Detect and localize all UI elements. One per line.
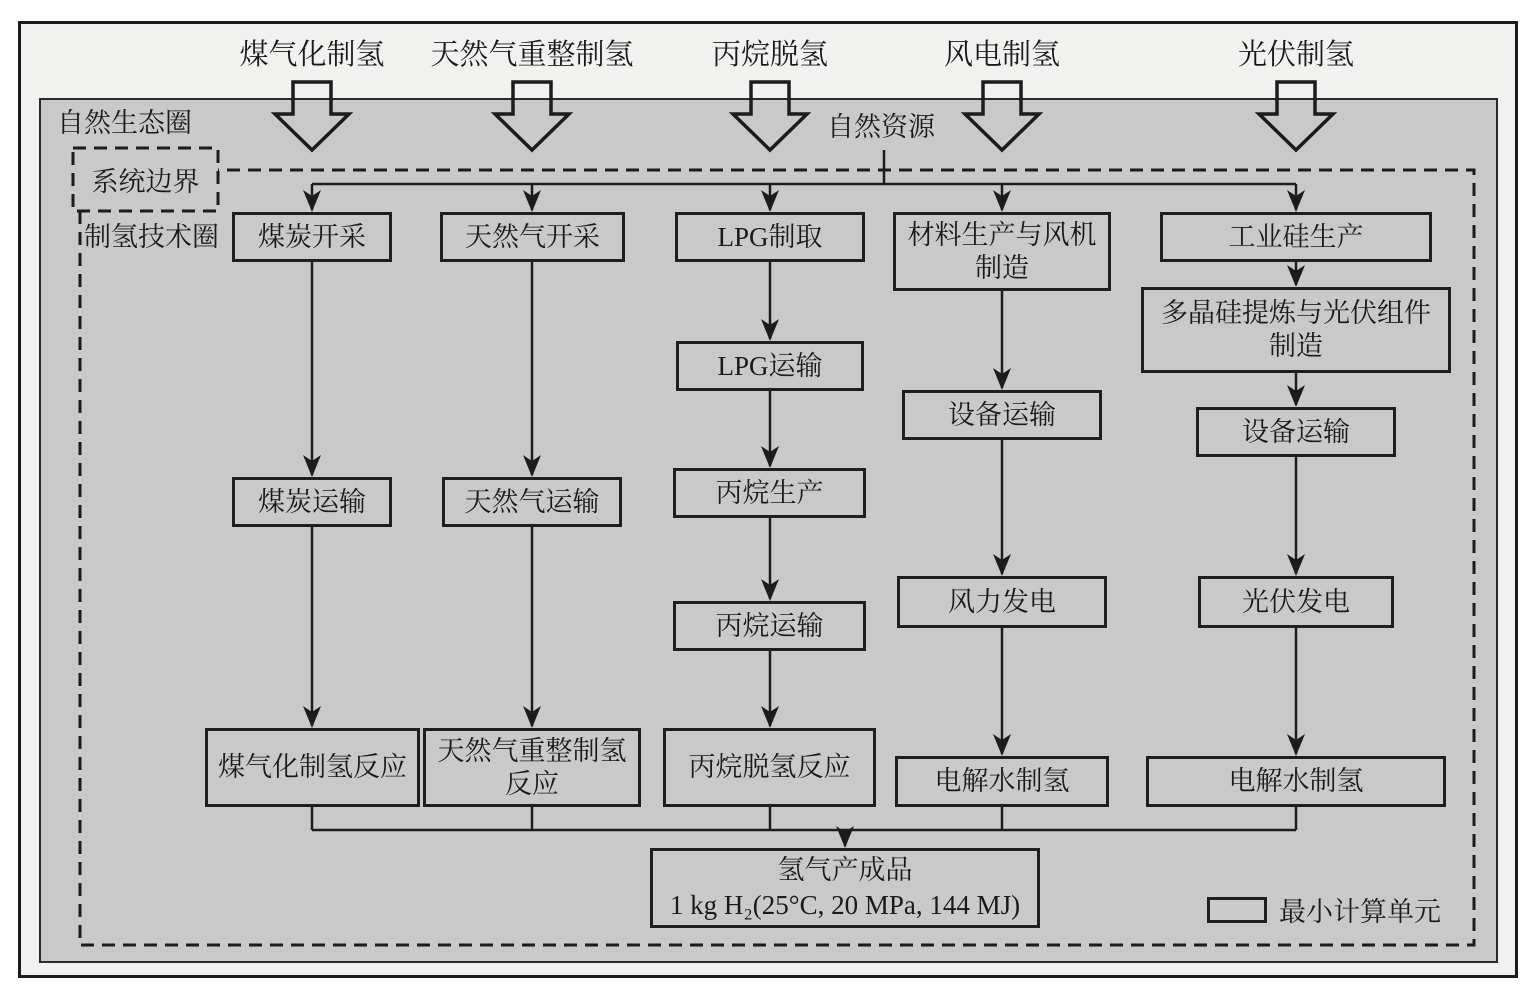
node-lpg-transport [676,341,864,391]
tech-circle-label: 制氢技术圈 [84,222,219,252]
node-label: 光伏发电 [1242,586,1350,617]
pathway-header-ng: 天然气重整制氢 [430,39,634,71]
system-boundary-label: 系统边界 [91,167,200,197]
node-label: 电解水制氢 [1228,766,1364,797]
node-material-turbine-manufacturing [893,212,1111,291]
node-label: 煤炭运输 [258,486,366,517]
node-label: 工业硅生产 [1228,221,1364,252]
natural-resources-label: 自然资源 [827,112,935,142]
node-coal-mining [232,212,392,262]
node-propane-production [673,468,866,518]
node-propane-transport [673,601,866,651]
node-ng-reforming-reaction [423,728,641,807]
ecosystem-label: 自然生态圈 [57,108,192,138]
node-industrial-silicon [1160,212,1432,262]
node-label: 煤气化制氢反应 [218,752,407,783]
node-label: 丙烷生产 [715,477,824,508]
node-label: 设备运输 [1242,416,1350,447]
pathway-header-pv: 光伏制氢 [1237,39,1355,71]
product-title: 氢气产成品 [777,854,913,885]
node-polysilicon-pv-module [1141,287,1451,373]
node-pv-power [1198,576,1394,628]
node-label: 制造 [975,252,1029,283]
node-label: 风力发电 [948,586,1056,617]
node-label: 天然气重整制氢 [437,735,627,766]
block-arrow-icon [495,82,569,150]
node-label: 天然气开采 [465,221,600,252]
block-arrow-icon [275,82,349,150]
node-label: 多晶硅提炼与光伏组件 [1161,298,1431,329]
node-equipment-transport-pv [1196,407,1396,457]
node-label: 煤炭开采 [258,221,366,252]
block-arrow-icon [733,82,807,150]
node-electrolysis-pv [1146,756,1446,807]
node-label: 丙烷运输 [715,610,824,641]
pathway-header-wind: 风电制氢 [943,39,1061,71]
node-label: 设备运输 [948,399,1056,430]
node-wind-power [897,576,1107,628]
node-label: 制造 [1269,331,1323,361]
pathway-header-propane: 丙烷脱氢 [711,39,829,71]
product-spec: 1 kg H₂(25°C, 20 MPa, 144 MJ) [669,890,1021,920]
node-label: LPG制取 [717,221,823,252]
block-arrow-icon [965,82,1039,150]
node-electrolysis-wind [895,756,1109,807]
node-label: 电解水制氢 [934,766,1070,797]
node-coal-gasification-reaction [205,728,420,807]
legend-label: 最小计算单元 [1279,897,1441,927]
block-arrow-icon [1259,82,1333,150]
node-ng-transport [442,477,622,527]
node-pdh-reaction [663,728,876,807]
block-arrows [275,82,1333,150]
node-equipment-transport-wind [902,390,1102,440]
node-label: 反应 [505,768,559,799]
node-label: 天然气运输 [464,486,600,517]
node-ng-extraction [440,212,625,262]
node-label: LPG运输 [717,350,823,381]
node-hydrogen-product [650,848,1040,928]
node-label: 丙烷脱氢反应 [688,752,851,783]
legend-unit-swatch [1207,897,1267,923]
node-label: 材料生产与风机 [907,219,1097,250]
node-coal-transport [232,477,392,527]
node-lpg-production [675,212,865,262]
legend [1207,890,1441,929]
pathway-header-coal: 煤气化制氢 [239,39,385,71]
